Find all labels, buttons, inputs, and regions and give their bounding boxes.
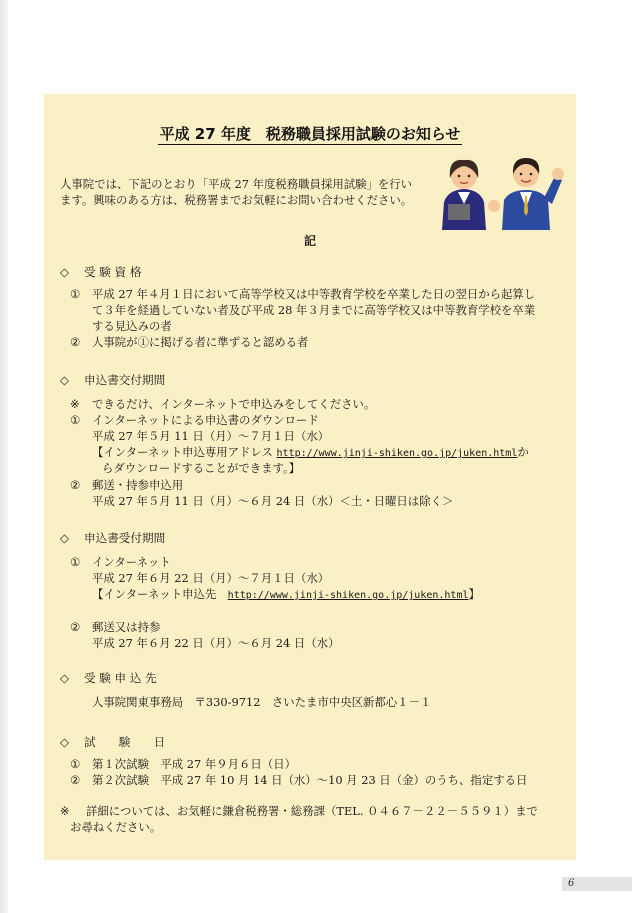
distribution-item-2-date: 平成 27 年５月 11 日（月）～６月 24 日（水）＜土・日曜日は除く＞ bbox=[92, 494, 454, 508]
intro-line-1: 人事院では、下記のとおり「平成 27 年度税務職員採用試験」を行い bbox=[60, 177, 413, 191]
distribution-item-1-url-line: 【インターネット申込専用アドレス http://www.jinji-shiken.go.jp/juken.htmlか bbox=[92, 445, 529, 459]
acceptance-item-1-url-line: 【インターネット申込先 http://www.jinji-shiken.go.jp/juken.html】 bbox=[92, 587, 480, 601]
exam-date-2: ② 第２次試験 平成 27 年 10 月 14 日（水）～10 月 23 日（金）のうち、指定する日 bbox=[70, 773, 528, 787]
ki-heading: 記 bbox=[303, 234, 316, 248]
qualification-item-1-line-3: する見込みの者 bbox=[92, 319, 172, 333]
intro-line-2: ます。興味のある方は、税務署までお気軽にお問い合わせください。 bbox=[60, 193, 413, 207]
acceptance-url-link[interactable]: http://www.jinji-shiken.go.jp/juken.html bbox=[227, 590, 469, 601]
section-heading-acceptance: ◇ 申込書受付期間 bbox=[60, 531, 166, 545]
section-heading-distribution: ◇ 申込書交付期間 bbox=[60, 373, 166, 387]
diamond-icon: ◇ bbox=[60, 265, 69, 279]
footer-note-line-1: ※ 詳細については、お気軽に鎌倉税務署・総務課（TEL. ０４６７－２２－５５９１）まで bbox=[60, 804, 538, 818]
notice-panel bbox=[44, 94, 576, 860]
page-number: 6 bbox=[562, 877, 632, 891]
qualification-item-1: ① 平成 27 年４月１日において高等学校又は中等教育学校を卒業した日の翌日から起算し bbox=[70, 287, 536, 301]
diamond-icon: ◇ bbox=[60, 735, 69, 749]
staff-illustration bbox=[436, 152, 564, 230]
woman-figure-icon bbox=[442, 160, 486, 230]
acceptance-item-1-title: ① インターネット bbox=[70, 555, 171, 569]
exam-date-1: ① 第１次試験 平成 27 年９月６日（日） bbox=[70, 757, 296, 771]
distribution-note: ※ できるだけ、インターネットで申込みをしてください。 bbox=[70, 397, 376, 411]
qualification-item-1-line-2: て３年を経過していない者及び平成 28 年３月までに高等学校又は中等教育学校を卒業 bbox=[92, 303, 536, 317]
section-heading-address: ◇ 受 験 申 込 先 bbox=[60, 671, 157, 685]
acceptance-item-1-date: 平成 27 年６月 22 日（月）～７月１日（水） bbox=[92, 571, 330, 585]
section-heading-qualification: ◇ 受 験 資 格 bbox=[60, 265, 142, 279]
diamond-icon: ◇ bbox=[60, 531, 69, 545]
footer-note-line-2: お尋ねください。 bbox=[70, 820, 162, 834]
acceptance-item-2-title: ② 郵送又は持参 bbox=[70, 620, 161, 634]
diamond-icon: ◇ bbox=[60, 671, 69, 685]
distribution-item-1-date: 平成 27 年５月 11 日（月）～７月１日（水） bbox=[92, 429, 330, 443]
distribution-item-1-title: ① インターネットによる申込書のダウンロード bbox=[70, 413, 319, 427]
distribution-item-2-title: ② 郵送・持参申込用 bbox=[70, 478, 184, 492]
man-figure-icon bbox=[488, 158, 564, 230]
section-heading-exam-dates: ◇ 試 験 日 bbox=[60, 735, 166, 749]
distribution-url-link[interactable]: http://www.jinji-shiken.go.jp/juken.html bbox=[276, 448, 518, 459]
page-title: 平成 27 年度 税務職員採用試験のお知らせ bbox=[159, 125, 461, 143]
page-binding-edge bbox=[0, 0, 8, 913]
diamond-icon: ◇ bbox=[60, 373, 69, 387]
qualification-item-2: ② 人事院が①に掲げる者に準ずると認める者 bbox=[70, 335, 309, 349]
acceptance-item-2-date: 平成 27 年６月 22 日（月）～６月 24 日（水） bbox=[92, 636, 340, 650]
address-text: 人事院関東事務局 〒330-9712 さいたま市中央区新都心１－１ bbox=[92, 695, 432, 709]
distribution-item-1-line-2: らダウンロードすることができます。】 bbox=[102, 461, 301, 475]
